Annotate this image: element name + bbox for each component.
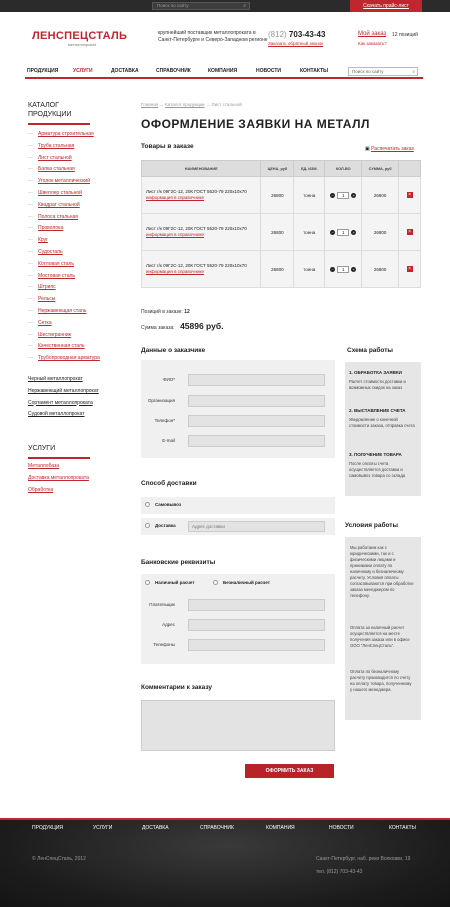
positions-summary [141,309,190,315]
scheme-step-1 [349,370,417,391]
qty-cell [325,251,362,288]
payer-input[interactable] [188,599,325,611]
scheme-title: Схема работы [347,347,393,354]
scheme-step-head: 3. ПОЛУЧЕНИЕ ТОВАРА [349,452,402,457]
scheme-step-text: Уведомление о конечной стоимости заказа, отправка счета [349,417,415,428]
product-name: Лист г/к 09Г2С-12, 20К ГОСТ 5520-79 220x10x70 [146,263,247,268]
delivery-title: Способ доставки [141,480,197,487]
search-icon[interactable]: ⌕ [243,3,246,9]
cash-label: Наличный расчет [155,580,195,585]
bank-form [141,574,335,664]
delivery-radio-group [145,523,176,528]
footer-address-line: Санкт-Петербург, наб. реки Волковки, 19 [316,856,411,862]
plus-icon[interactable]: + [352,229,355,235]
quantity-input[interactable]: 1 [337,266,349,273]
customer-title: Данные о заказчике [141,347,206,354]
tagline: крупнейший поставщик металлопроката в Санкт-Петербурге и Северо-Западном регионе [158,30,268,43]
sum-cell: 26800 [362,177,399,214]
order-count: 12 позиций [392,32,418,38]
cash-option[interactable] [145,580,194,585]
product-cell [142,214,261,251]
phones-row [141,639,335,651]
sidebar-catalog-item[interactable]: — Котловая сталь [38,259,100,271]
order-title: Товары в заказе [141,143,194,150]
download-price-button[interactable]: Скачать прайс-лист [350,0,422,12]
price-cell: 26800 [261,214,294,251]
comments-title: Комментарии к заказу [141,684,213,691]
phone-row [141,415,335,427]
sum-summary [141,321,223,331]
quantity-stepper [330,192,356,199]
unit-cell: тонна [294,177,325,214]
product-name: Лист г/к 09Г2С-12, 20К ГОСТ 5520-79 220x10x70 [146,226,247,231]
sidebar-catalog-item[interactable]: — Мостовая сталь [38,271,100,283]
pickup-label: Самовывоз [155,502,182,507]
delete-icon[interactable]: × [408,266,411,272]
quantity-input[interactable]: 1 [337,192,349,199]
unit-cell: тонна [294,214,325,251]
sidebar-service-item[interactable]: Обработка [28,486,54,493]
phone-label: Телефон* [154,418,175,423]
terms-paragraph-3: Оплата по безналичному расчету производится по счету на оплату товара, полученному у нашего менеджера. [350,669,412,692]
catalog-title-2: ПРОДУКЦИИ [28,111,72,118]
breadcrumb-sep: → [205,102,211,107]
sidebar-catalog-item[interactable]: — Качественная сталь [38,341,100,353]
nav-item-reference[interactable]: СПРАВОЧНИК [156,68,191,74]
delete-cell [399,251,421,288]
services-list [28,461,100,496]
fio-label: ФИО* [163,377,175,382]
nav-item-services[interactable]: УСЛУГИ [73,68,93,74]
sidebar-catalog-item[interactable]: — Рельсы [38,294,100,306]
delete-cell [399,177,421,214]
callback-link[interactable]: Заказать обратный звонок [268,41,324,46]
sidebar-catalog-item[interactable]: — Арматура строительная [38,129,100,141]
cashless-label: Безналичный расчет [223,580,270,585]
scheme-step-text: После оплаты счета осуществляется доставка и самовывоз товара со склада [349,461,406,478]
my-order-link[interactable]: Мой заказ [358,31,387,37]
logo-subtitle: металлопрокат [68,42,97,47]
sidebar-catalog-item[interactable]: — Штрипс [38,282,100,294]
phone-number [268,30,325,39]
sidebar-catalog-item[interactable]: — Полоса стальная [38,212,100,224]
sidebar-extra-item[interactable]: Сортамент металлопроката [28,399,93,406]
scheme-step-text: Расчет стоимости доставки и возможных скидок на заказ [349,379,406,390]
sidebar-catalog-item[interactable]: — Квадрат стальной [38,200,100,212]
customer-form [141,360,335,458]
sidebar-extra-item[interactable]: Судовой металлопрокат [28,411,85,418]
col-qty: КОЛ-ВО [325,161,362,177]
positions-label: Позиций в заказе: [141,309,183,315]
submit-order-button[interactable]: ОФОРМИТЬ ЗАКАЗ [245,764,334,778]
footer [0,818,450,907]
quantity-input[interactable]: 1 [337,229,349,236]
price-cell: 26800 [261,251,294,288]
catalog-title: КАТАЛОГ [28,102,59,109]
qty-cell [325,214,362,251]
footer-nav-services[interactable]: УСЛУГИ [93,825,113,831]
delivery-radio[interactable] [145,523,150,528]
sidebar-extra-item[interactable]: Черный металлопрокат [28,375,83,382]
sidebar-catalog-item[interactable]: — Проволока [38,223,100,235]
phone-input[interactable] [188,415,325,427]
scheme-box [345,362,421,496]
delete-icon[interactable]: × [408,192,411,198]
phones-label: Телефоны [153,642,175,647]
plus-icon[interactable]: + [352,192,355,198]
cashless-option[interactable] [213,580,270,585]
print-order-link[interactable] [365,146,414,152]
footer-phone: тел. (812) 703-43-43 [316,869,363,875]
plus-icon[interactable]: + [352,266,355,272]
fio-input[interactable] [188,374,325,386]
sidebar-catalog-item[interactable]: — Балка стальная [38,164,100,176]
print-order-label: Распечатать заказ [371,146,414,152]
order-row [142,214,421,251]
top-search-placeholder: Поиск по сайту [157,3,189,8]
qty-cell [325,177,362,214]
organization-label: Организация [147,398,175,403]
print-icon: ▣ [365,146,370,152]
catalog-divider [28,123,90,125]
sidebar-catalog-item[interactable]: — Уголок металлический [38,176,100,188]
col-price: ЦЕНА, руб [261,161,294,177]
scheme-step-2 [349,408,417,429]
pickup-option[interactable] [141,497,335,514]
sidebar-catalog-item[interactable]: — Лист стальной [38,153,100,165]
footer-nav-delivery[interactable]: ДОСТАВКА [142,825,169,831]
fio-row [141,374,335,386]
sidebar-catalog-item[interactable]: — Трубопроводная арматура [38,353,100,365]
delivery-label: Доставка [155,523,176,528]
footer-nav-contacts[interactable]: КОНТАКТЫ [389,825,416,831]
nav-item-news[interactable]: НОВОСТИ [256,68,282,74]
sum-label: Сумма заказа: [141,325,175,331]
sidebar-catalog-item[interactable]: — Круг [38,235,100,247]
delivery-option[interactable] [141,518,335,535]
positions-value: 12 [184,309,190,315]
col-delete [399,161,421,177]
catalog-list [28,129,100,365]
breadcrumb-sep: → [159,102,164,107]
product-info-link[interactable]: информация в справочнике [146,269,205,274]
services-title: УСЛУГИ [28,445,56,453]
bank-title: Банковские реквизиты [141,559,216,566]
nav-item-company[interactable]: КОМПАНИЯ [208,68,238,74]
footer-nav-products[interactable]: ПРОДУКЦИЯ [32,825,64,831]
minus-icon[interactable]: − [331,192,334,198]
scheme-step-head: 1. ОБРАБОТКА ЗАЯВКИ [349,370,402,375]
page-title: ОФОРМЛЕНИЕ ЗАЯВКИ НА МЕТАЛЛ [141,117,370,131]
delete-cell [399,214,421,251]
payer-row [141,599,335,611]
nav-item-delivery[interactable]: ДОСТАВКА [111,68,139,74]
email-row [141,435,335,447]
sidebar [28,101,100,497]
pickup-radio-group [145,502,181,507]
phones-input[interactable] [188,639,325,651]
breadcrumb [141,102,242,107]
cash-radio[interactable] [145,580,150,585]
sidebar-extra-item[interactable]: Нержавеющий металлопрокат [28,387,99,394]
pickup-radio[interactable] [145,502,150,507]
col-name: НАИМЕНОВАНИЕ [142,161,261,177]
address-row [141,619,335,631]
how-to-order-link[interactable]: Как заказать? [358,41,387,46]
breadcrumb-catalog[interactable]: Каталог продукции [165,102,205,107]
cashless-radio[interactable] [213,580,218,585]
footer-nav-reference[interactable]: СПРАВОЧНИК [200,825,234,831]
nav-item-products[interactable]: ПРОДУКЦИЯ [27,68,59,74]
sidebar-service-item[interactable]: Доставка металлопроката [28,474,89,481]
delete-icon[interactable]: × [408,229,411,235]
sidebar-catalog-item[interactable]: — Нержавеющая сталь [38,306,100,318]
delivery-address-placeholder: Адрес доставки [192,524,225,529]
extra-list [28,374,100,421]
sidebar-service-item[interactable]: Металлобаза [28,463,60,470]
footer-address [316,853,410,879]
phone-digits: 703-43-43 [288,30,326,39]
order-table [141,160,421,288]
order-row [142,177,421,214]
price-cell: 26800 [261,177,294,214]
minus-icon[interactable]: − [331,266,334,272]
phone-code: (812) [268,30,287,39]
breadcrumb-current: Лист стальной [211,102,242,107]
sidebar-catalog-item[interactable]: — Шестигранник [38,330,100,342]
copyright: © ЛенСпецСталь, 2012 [32,856,86,862]
nav-search-input[interactable] [348,67,418,76]
minus-icon[interactable]: − [331,229,334,235]
product-cell [142,177,261,214]
sum-value: 45896 руб. [180,321,224,331]
col-unit: ЕД. ИЗМ. [294,161,325,177]
scheme-step-head: 2. ВЫСТАВЛЕНИЕ СЧЕТА [349,408,406,413]
sidebar-catalog-item[interactable]: — Сетка [38,318,100,330]
sum-cell: 26800 [362,251,399,288]
comments-textarea[interactable] [141,700,335,751]
payer-label: Плательщик [149,602,175,607]
nav-search-placeholder: Поиск по сайту [352,69,384,74]
top-search-input[interactable] [152,2,250,10]
terms-title: Условия работы [345,522,398,529]
product-cell [142,251,261,288]
quantity-stepper [330,266,356,273]
email-label: E-mail [162,438,175,443]
address-label: Адрес [162,622,175,627]
sum-cell: 26800 [362,214,399,251]
terms-box [345,537,421,720]
search-icon[interactable]: ⌕ [412,69,415,74]
email-input[interactable] [188,435,325,447]
organization-row [141,395,335,407]
sidebar-catalog-item[interactable]: — Труба стальная [38,141,100,153]
product-info-link[interactable]: информация в справочнике [146,195,205,200]
sidebar-catalog-item[interactable]: — Швеллер стальной [38,188,100,200]
product-name: Лист г/к 09Г2С-12, 20К ГОСТ 5520-79 220x10x70 [146,189,247,194]
terms-paragraph-1: Мы работаем как с юридическими, так и с физическими лицами и принимаем оплату по наличному и безналичному расчету. Условия оплаты согласовываются при обработке заказа менеджером по телефону. [350,545,414,598]
order-row [142,251,421,288]
delivery-address-input[interactable] [188,521,325,532]
scheme-step-3 [349,452,417,479]
unit-cell: тонна [294,251,325,288]
footer-nav-news[interactable]: НОВОСТИ [329,825,354,831]
terms-paragraph-2: Оплата за наличный расчет осуществляется на месте получения заказа или в офисе ООО "ЛенСпецСталь". [350,625,410,648]
quantity-stepper [330,229,356,236]
address-input[interactable] [188,619,325,631]
footer-nav-company[interactable]: КОМПАНИЯ [266,825,295,831]
col-sum: СУММА, руб [362,161,399,177]
services-divider [28,457,90,459]
logo[interactable]: ЛЕНСПЕЦСТАЛЬ [32,30,128,42]
organization-input[interactable] [188,395,325,407]
product-info-link[interactable]: информация в справочнике [146,232,205,237]
sidebar-catalog-item[interactable]: — Судосталь [38,247,100,259]
nav-item-contacts[interactable]: КОНТАКТЫ [300,68,329,74]
breadcrumb-home[interactable]: Главная [141,102,159,107]
